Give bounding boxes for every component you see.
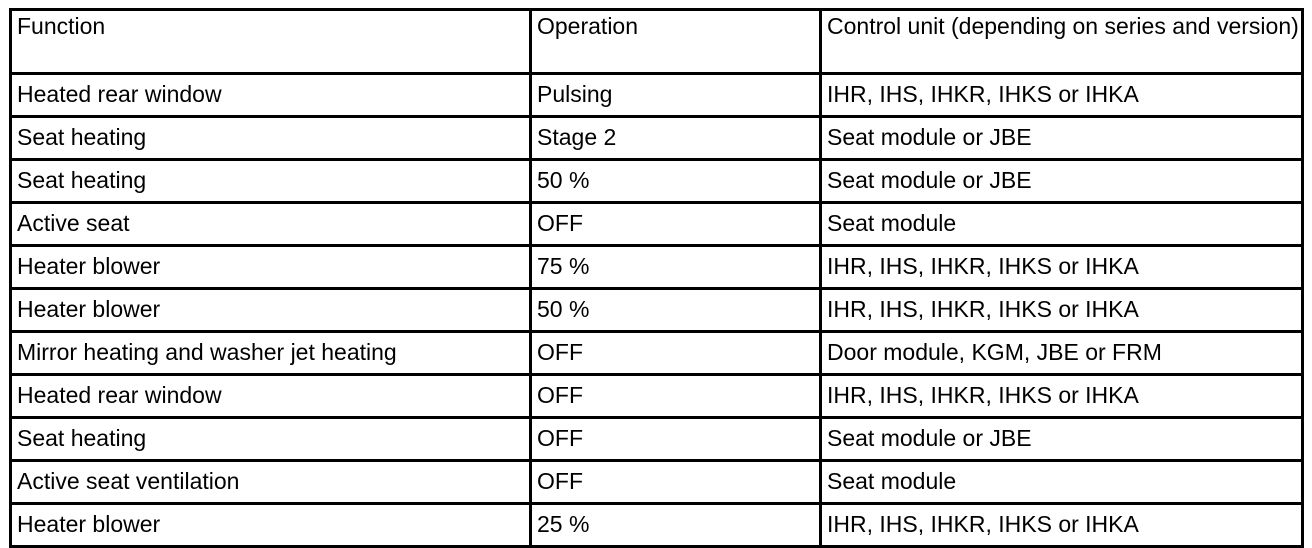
- cell-operation: Pulsing: [531, 74, 821, 117]
- cell-control-unit: Seat module or JBE: [821, 418, 1303, 461]
- function-table: [9, 8, 1304, 548]
- table-row: [11, 117, 1303, 160]
- table-row: [11, 332, 1303, 375]
- header-function: Function: [11, 10, 531, 74]
- cell-control-unit: Seat module: [821, 461, 1303, 504]
- header-operation: Operation: [531, 10, 821, 74]
- cell-operation: OFF: [531, 461, 821, 504]
- cell-function: Active seat ventilation: [11, 461, 531, 504]
- table-row: [11, 461, 1303, 504]
- table-row: [11, 246, 1303, 289]
- cell-function: Heater blower: [11, 246, 531, 289]
- cell-operation: 50 %: [531, 289, 821, 332]
- cell-control-unit: IHR, IHS, IHKR, IHKS or IHKA: [821, 289, 1303, 332]
- header-control-unit: Control unit (depending on series and version): [821, 10, 1303, 74]
- cell-function: Seat heating: [11, 160, 531, 203]
- cell-operation: OFF: [531, 332, 821, 375]
- cell-operation: 75 %: [531, 246, 821, 289]
- table-row: [11, 418, 1303, 461]
- cell-control-unit: IHR, IHS, IHKR, IHKS or IHKA: [821, 504, 1303, 547]
- table-row: [11, 289, 1303, 332]
- cell-operation: Stage 2: [531, 117, 821, 160]
- cell-function: Active seat: [11, 203, 531, 246]
- cell-control-unit: IHR, IHS, IHKR, IHKS or IHKA: [821, 375, 1303, 418]
- cell-operation: OFF: [531, 375, 821, 418]
- cell-function: Mirror heating and washer jet heating: [11, 332, 531, 375]
- cell-operation: 50 %: [531, 160, 821, 203]
- table-row: [11, 203, 1303, 246]
- cell-function: Heated rear window: [11, 375, 531, 418]
- cell-operation: OFF: [531, 203, 821, 246]
- table-row: [11, 74, 1303, 117]
- cell-function: Seat heating: [11, 117, 531, 160]
- cell-control-unit: Seat module or JBE: [821, 160, 1303, 203]
- cell-operation: 25 %: [531, 504, 821, 547]
- cell-control-unit: IHR, IHS, IHKR, IHKS or IHKA: [821, 74, 1303, 117]
- cell-operation: OFF: [531, 418, 821, 461]
- cell-control-unit: Seat module or JBE: [821, 117, 1303, 160]
- cell-function: Heater blower: [11, 504, 531, 547]
- table-header-row: [11, 10, 1303, 74]
- cell-function: Heater blower: [11, 289, 531, 332]
- cell-control-unit: Door module, KGM, JBE or FRM: [821, 332, 1303, 375]
- cell-function: Seat heating: [11, 418, 531, 461]
- table-row: [11, 375, 1303, 418]
- table-row: [11, 160, 1303, 203]
- table-row: [11, 504, 1303, 547]
- cell-control-unit: IHR, IHS, IHKR, IHKS or IHKA: [821, 246, 1303, 289]
- cell-function: Heated rear window: [11, 74, 531, 117]
- cell-control-unit: Seat module: [821, 203, 1303, 246]
